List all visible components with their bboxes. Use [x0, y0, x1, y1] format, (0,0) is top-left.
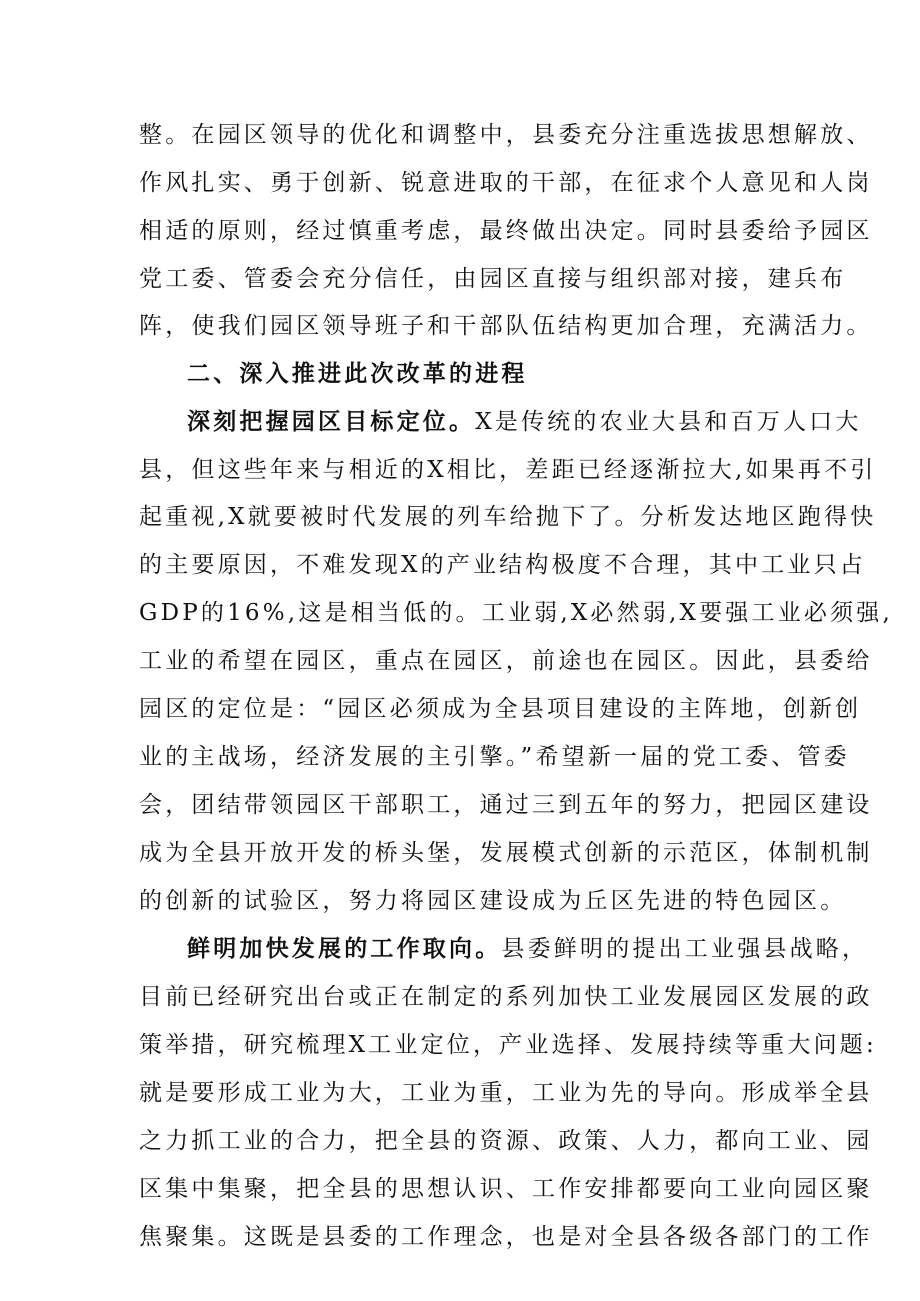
body-line: 业的主战场，经济发展的主引擎。”希望新一届的党工委、管委: [139, 744, 850, 770]
body-line: GDP的16%,这是相当低的。工业弱,X必然弱,X要强工业必须强,: [139, 600, 894, 626]
body-line: 策举措，研究梳理X工业定位，产业选择、发展持续等重大问题:: [139, 1032, 877, 1058]
body-line: 县，但这些年来与相近的X相比，差距已经逐渐拉大,如果再不引: [139, 457, 877, 483]
body-line: 会，团结带领园区干部职工，通过三到五年的努力，把园区建设: [139, 792, 873, 818]
body-line: 阵，使我们园区领导班子和干部队伍结构更加合理，充满活力。: [139, 313, 873, 339]
body-line: 整。在园区领导的优化和调整中，县委充分注重选拔思想解放、: [139, 122, 873, 148]
body-line: 就是要形成工业为大，工业为重，工业为先的导向。形成举全县: [139, 1080, 873, 1106]
paragraph-lead: 深刻把握园区目标定位。: [187, 408, 476, 435]
paragraph-lead: 鲜明加快发展的工作取向。: [187, 935, 502, 962]
section-heading: 二、深入推进此次改革的进程: [187, 360, 528, 387]
body-line: 作风扎实、勇于创新、锐意进取的干部，在征求个人意见和人岗: [139, 170, 873, 196]
body-line: 之力抓工业的合力，把全县的资源、政策、人力，都向工业、园: [139, 1128, 873, 1154]
body-line: 党工委、管委会充分信任，由园区直接与组织部对接，建兵布: [139, 266, 847, 292]
paragraph-first-line: [187, 407, 862, 437]
body-line: 区集中集聚，把全县的思想认识、工作安排都要向工业向园区聚: [139, 1176, 873, 1202]
body-line: 的创新的试验区，努力将园区建设成为丘区先进的特色园区。: [139, 888, 847, 914]
body-line: 成为全县开放开发的桥头堡，发展模式创新的示范区，体制机制: [139, 840, 873, 866]
body-line: 焦聚集。这既是县委的工作理念，也是对全县各级各部门的工作: [139, 1224, 873, 1250]
body-line: 工业的希望在园区，重点在园区，前途也在园区。因此，县委给: [139, 648, 873, 674]
paragraph-text: 县委鲜明的提出工业强县战略，: [501, 936, 869, 962]
paragraph-text: X是传统的农业大县和百万人口大: [475, 409, 862, 435]
body-line: 相适的原则，经过慎重考虑，最终做出决定。同时县委给予园区: [139, 218, 873, 244]
body-line: 园区的定位是：“园区必须成为全县项目建设的主阵地，创新创: [139, 696, 862, 722]
body-line: 目前已经研究出台或正在制定的系列加快工业发展园区发展的政: [139, 984, 873, 1010]
body-line: 的主要原因，不难发现X的产业结构极度不合理，其中工业只占: [139, 552, 866, 578]
body-line: 起重视,X就要被时代发展的列车给抛下了。分析发达地区跑得快: [139, 504, 877, 530]
paragraph-first-line: [187, 934, 868, 964]
